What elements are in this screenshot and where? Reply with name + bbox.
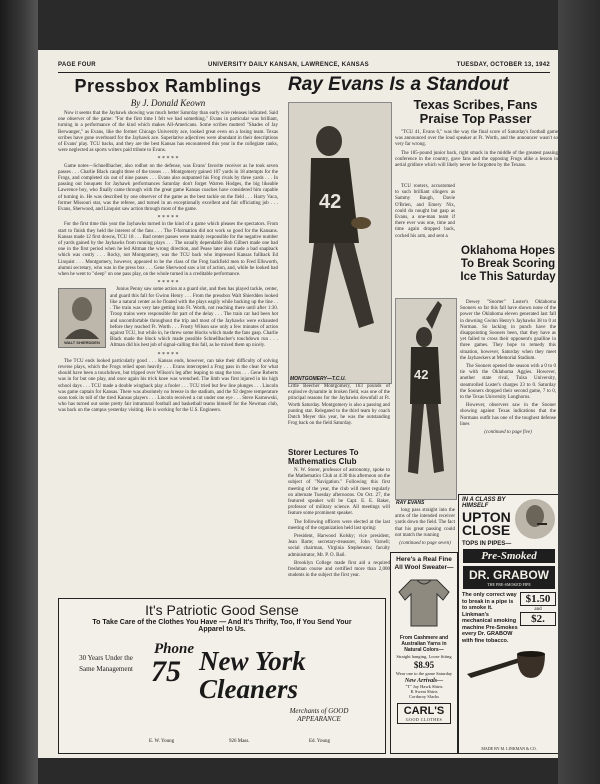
lecture-paragraph-3: President, Harwood Kolsky; vice president, Jean Barte; secretary-treasurer, John Varnell; social chairman, Virginia Stephenson; faculty administrator, Mr. P. O. Bail. bbox=[288, 534, 390, 558]
years-management: 30 Years Under the Same Management bbox=[79, 654, 133, 673]
new-york-cleaners-ad bbox=[58, 598, 386, 754]
upton-name: UPTON CLOSE bbox=[462, 509, 511, 538]
lecture-paragraph-1: N. W. Storer, professor of astronomy, spoke to the Mathematics Club at 4:30 this afternoon on the subject of "Navigation." Following this first meeting of the year, the club will meet regularly on alternate Tuesday afternoons. On Oct. 27, the featured speaker will be Capt. E. E. Baker, professor of military science. All meetings will feature some prominent speaker. bbox=[288, 468, 390, 517]
jersey-number: 42 bbox=[414, 367, 429, 382]
upton-portrait bbox=[515, 499, 555, 539]
texas-paragraph-4: long pass straight into the arms of the intended receiver yards down the field. The fact that his great passing could not match the running bbox=[395, 508, 455, 538]
texas-headline: Texas Scribes, Fans Praise Top Passer bbox=[413, 97, 538, 126]
phone-number: 75 bbox=[151, 655, 181, 688]
sweater-ad-line2: Straight hanging, Loose fitting bbox=[396, 654, 452, 659]
arrival-item-1: "T" Jay Hawk Shirts bbox=[405, 684, 443, 689]
jersey-number: 42 bbox=[319, 191, 342, 213]
texas-continued: (continued to page seven) bbox=[399, 541, 451, 547]
separator: * * * * * bbox=[157, 351, 179, 358]
lecture-paragraph-4: Brooklyn College made first aid a required freshman course and certified more than 2,000 students in the subject the first year. bbox=[288, 560, 390, 579]
separator: * * * * * bbox=[157, 280, 179, 287]
cleaners-name: New York Cleaners bbox=[199, 646, 306, 704]
shierdden-photo bbox=[58, 288, 106, 348]
oklahoma-continued: (continued to page five) bbox=[484, 430, 532, 436]
carls-store-name: CARL'S bbox=[403, 705, 445, 717]
feature-headline: Ray Evans Is a Standout bbox=[288, 74, 509, 95]
texas-body-narrow bbox=[395, 184, 455, 242]
cleaners-address: 926 Mass. bbox=[229, 739, 250, 744]
sweater-ad-headline: Here's a Real Fine All Wool Sweater— bbox=[394, 556, 454, 571]
ramblings-paragraph-4: Junius Penny saw some action at a guard slot, and then has played tackle, center, and guard this fall for Gwinn Henry . . . From the pressbox Walt Shierdden looked like a natural center as he floated with the plays eagily while backing up the line . . . The train was very late getting into Ft. Worth, not reaching there until after 1:30. Troop trains were responsible for part of the delay . . . The train car had been hot and uncomfortable throughout the trip and most of the Jayhawks were exhausted before they reached Ft. Worth . . . Frosty Wilson saw only a few minutes of action against TCU, but while in, he threw some blocks which made the fans gasp. Charlie Black made the block which made possible Schnellbacher's touchdown run . . . Altman did his best job of signal-calling this fall, as he mixed them up nicely. bbox=[110, 287, 278, 349]
separator: * * * * * bbox=[157, 215, 179, 222]
sweater-icon bbox=[391, 574, 457, 629]
pipe-icon bbox=[459, 644, 558, 684]
lecture-body bbox=[288, 468, 390, 581]
texas-paragraph-1: "TCU 41, Evans 6," was the way the final score of Saturday's football game was announced over the loud speaker at Ft. Worth, and the announcer wasn't so very far wrong. bbox=[395, 130, 558, 148]
binding-shadow bbox=[0, 0, 38, 784]
right-edge-shadow bbox=[558, 0, 600, 784]
ramblings-paragraph-5: The TCU ends looked particularly good . . . Kansas ends, however, can take their difficulty of solving reverse plays, which the Frogs relied upon heavily . . . Evans intercepted a Frog pass in the clear for what should have been a touchdown, but tripped over Wilson's leg after leaping to snag the toss . . . Gene Roberts was in for but one play, and once again his trick knee was wrenched. The limb was first injured in his high school days . . . TCU made a double wingback play a fooler . . . TCU tried but few line plunges . . . Lincoln was game captain for Kansas. There was absolutely no breeze in the stadium, and the 92 degree temperature soon took its toll of the tired Kansas players . . . Lincoln received a cut under one eye . . . Steve Karnowski, who has turned out some pretty fair intramural football and basketball teams himself for the Newman club, was back on the campus yesterday visiting. He is working for the U.S. Engineers. bbox=[58, 358, 278, 414]
phone-label: Phone bbox=[154, 641, 195, 657]
ramblings-byline: By J. Donald Keown bbox=[130, 98, 206, 108]
dr-grabow-ad bbox=[458, 494, 558, 754]
lecture-headline: Storer Lectures To Mathematics Club bbox=[288, 448, 359, 466]
cleaners-tagline: Merchants of GOOD APPEARANCE bbox=[289, 707, 349, 723]
paper-name: UNIVERSITY DAILY KANSAN, LAWRENCE, KANSAS bbox=[208, 62, 369, 68]
brand-name: DR. GRABOW bbox=[469, 568, 549, 582]
carls-sweater-ad bbox=[390, 552, 458, 754]
montgomery-paragraph: Little Beecher Montgomery, 163 pounds of explosive dynamite in broken field, was one of the principal reasons for the Jayhawks downfall at Ft. Worth Saturday. Montgomery is also a passing and punting star. Relegated to the third team by coach Dutch Meyer this year, he was the outstanding Frog back on the field Saturday. bbox=[288, 384, 390, 427]
ramblings-column bbox=[58, 76, 278, 417]
masthead bbox=[58, 62, 550, 73]
dr-grabow-logo bbox=[463, 566, 555, 589]
arrival-item-3: Corduroy Slacks bbox=[408, 694, 440, 699]
montgomery-photo bbox=[288, 102, 392, 384]
ramblings-title: Pressbox Ramblings bbox=[74, 76, 262, 96]
texas-paragraph-2: The 185-pound junior back, right smack in the middle of the greatest passing conference in the country, gave fans and the opposing Frogs alike a lesson in aerial gridlore which will likely never be forgotten by the Texans. bbox=[395, 150, 558, 169]
shierdden-caption: WALT SHIERDDEN bbox=[64, 340, 100, 346]
page-number: PAGE FOUR bbox=[58, 62, 96, 68]
football-player-icon bbox=[396, 299, 456, 499]
grabow-body: The only correct way to break in a pipe is to smoke it. Linkman's mechanical smoking machine Pre-Smokes every Dr. GRABOW with fine tobacco. bbox=[462, 592, 518, 644]
ramblings-paragraph-3: For the first time this year the Jayhawks turned in the kind of a game which pleases the spectators. From start to finish they held the interest of the fans . . . The T-formation did not work so good for the Kansans. Kansas made 12 first downs, TCU 18 . . . Bad center passes were mainly responsible for the negative number of yards gained by the Jayhawks from running plays . . . The usually dependable Bob Gilbert made one bad one in the first period when he led Altman the wrong direction, and Pease later also made a bad snapback which was costly . . . Rocky, not Montgomery, was the TCU back who impressed Kansas fullback Ed Linquist . . . Montgomery, however, appeared to be the class of the Frog backfield men to Fred Ellsworth, alumni secretary, who was in the press box . . . Gene Sherwood saw a lot of action, and, while he looked bad when he went to "sleep" on one pass play, on the whole turned in a creditable performance. bbox=[58, 222, 278, 278]
cleaners-subhead: To Take Care of the Clothes You Have — And It's Thrifty, Too, If You Send Your Apparel to Us. bbox=[92, 619, 352, 633]
oklahoma-body bbox=[460, 300, 556, 436]
texas-body-continued bbox=[395, 508, 455, 547]
ray-evans-caption: RAY EVANS bbox=[396, 500, 425, 506]
price-2: $2. bbox=[520, 612, 556, 626]
oklahoma-paragraph-2: The Sooners opened the season with a 0 to 0 tie with the Oklahoma Aggies. However, another state rival, Tulsa University, steamrolled Luster's charges 23 to 0. Saturday the Sooners dropped their second game, 7 to 0, to the Texas University Longhorns. bbox=[460, 364, 556, 401]
grabow-footer: MADE BY M. LINKMAN & CO. bbox=[481, 746, 537, 751]
owner-right: Ed. Young bbox=[309, 739, 330, 744]
tops-in-pipes: TOPS IN PIPES— bbox=[462, 541, 512, 547]
portrait-icon bbox=[515, 499, 555, 539]
portrait-icon bbox=[59, 289, 105, 339]
carls-logo bbox=[397, 703, 451, 724]
ramblings-paragraph-2: Game notes—Schnellbacher, also rodhot on the defense, was Evans' favorite receiver as he took seven passes . . . Charlie Black caught three of the tosses . . . Montgomery gained 107 yards in 18 attempts for the Frogs, and completed six out of nine passes . . . Evans also outpunted his Frog rivals by three yards . . . In passing out bouquets for Jayhawk performances Saturday don't forget Warren Hodges, the big likeable Lawrence boy, who finally came through with the great game Kansas coaches have considered him capable of turning in. He was described by one observer of the game as the best tackle on the field . . . Harry Vaca, former Missouri star, was the referee, and turned in an exceptionally excellent and fair officiating job . . . Evans, Sherwood, and Linquist saw action through most of the game. bbox=[58, 163, 278, 213]
separator: * * * * * bbox=[157, 156, 179, 163]
arrival-item-2: K Sweat Shirts bbox=[410, 689, 438, 694]
ramblings-paragraph-1: Now it seems that the Jayhawk showing was much better Saturday than early wire releases indicated. Said one observer of the game: "For the first time I felt we had something." Evans in particular was brilliant, turning in a performance of the kind which makes All-Americans. Some scribes mutterd "Shades of Jay Berwanger," as Evans, like the former Chicago University ace, looked great even on a losing team. Texas scribes have gone overboard for the Jayhawk ace. Superlative adjectives were abundant in their descriptions of Evans' play. TCU backs, and they are the best Kansas has encountered this year in the collegiate ranks, were neglected as sports writers paid tribute to Evans. bbox=[58, 111, 278, 154]
pre-smoked-banner: Pre-Smoked bbox=[463, 549, 555, 563]
newspaper-page bbox=[38, 50, 558, 758]
texas-paragraph-3: TCU rooters, accustomed to such brilliant slingers as Sammy Baugh, Davie O'Brien, and Emery Nix, could do nought but gasp as Evans, a one-man team if there ever was one, time and time again dropped back, cocked his arm, and sent a bbox=[395, 184, 455, 239]
oklahoma-paragraph-1: Dewey "Snorter" Luster's Oklahoma Sooners so far this fall have shown none of the power the Oklahoma eleven generated last fall in downing Gwinn Henry's Jayhawks 38 to 0 at Norman. So lacking in punch have the disappointing Sooners been, that they have as yet failed to cross their opponent's goalline in three games. They hope to remedy this situation, however, Saturday when they meet the Jayhawkers at Memorial Stadium. bbox=[460, 300, 556, 361]
owner-left: E. W. Young bbox=[149, 739, 175, 744]
price-1: $1.50 bbox=[520, 592, 556, 606]
issue-date: TUESDAY, OCTOBER 13, 1942 bbox=[456, 62, 550, 68]
carls-store-sub: GOOD CLOTHES bbox=[405, 717, 443, 722]
montgomery-caption: MONTGOMERY—T.C.U. bbox=[290, 376, 346, 382]
sweater-ad-line1: From Cashmere and Australian Yarns in Natural Colors— bbox=[399, 635, 449, 653]
brand-sub: THE PRE-SMOKED PIPE bbox=[487, 582, 531, 587]
lecture-paragraph-2: The following officers were elected at the last meeting of the organization held last spring: bbox=[288, 519, 390, 531]
in-a-class: IN A CLASS BY HIMSELF bbox=[462, 497, 506, 509]
football-player-icon bbox=[289, 103, 391, 383]
ray-evans-photo bbox=[395, 298, 457, 500]
cleaners-headline: It's Patriotic Good Sense bbox=[145, 602, 299, 618]
sweater-ad-line3: Wear one to the game Saturday bbox=[395, 671, 453, 676]
oklahoma-paragraph-3: However, observers saw in the Sooner showing against Texas indications that the Normans outfit has one of the toughest defense lines bbox=[460, 403, 556, 427]
price-and: and bbox=[534, 607, 542, 612]
ramblings-body bbox=[58, 111, 278, 415]
oklahoma-headline: Oklahoma Hopes To Break Scoring Ice This Saturday bbox=[460, 245, 556, 283]
texas-body-wide bbox=[395, 130, 558, 171]
sweater-price: $8.95 bbox=[413, 660, 435, 670]
new-arrivals: New Arrivals— bbox=[404, 678, 444, 684]
